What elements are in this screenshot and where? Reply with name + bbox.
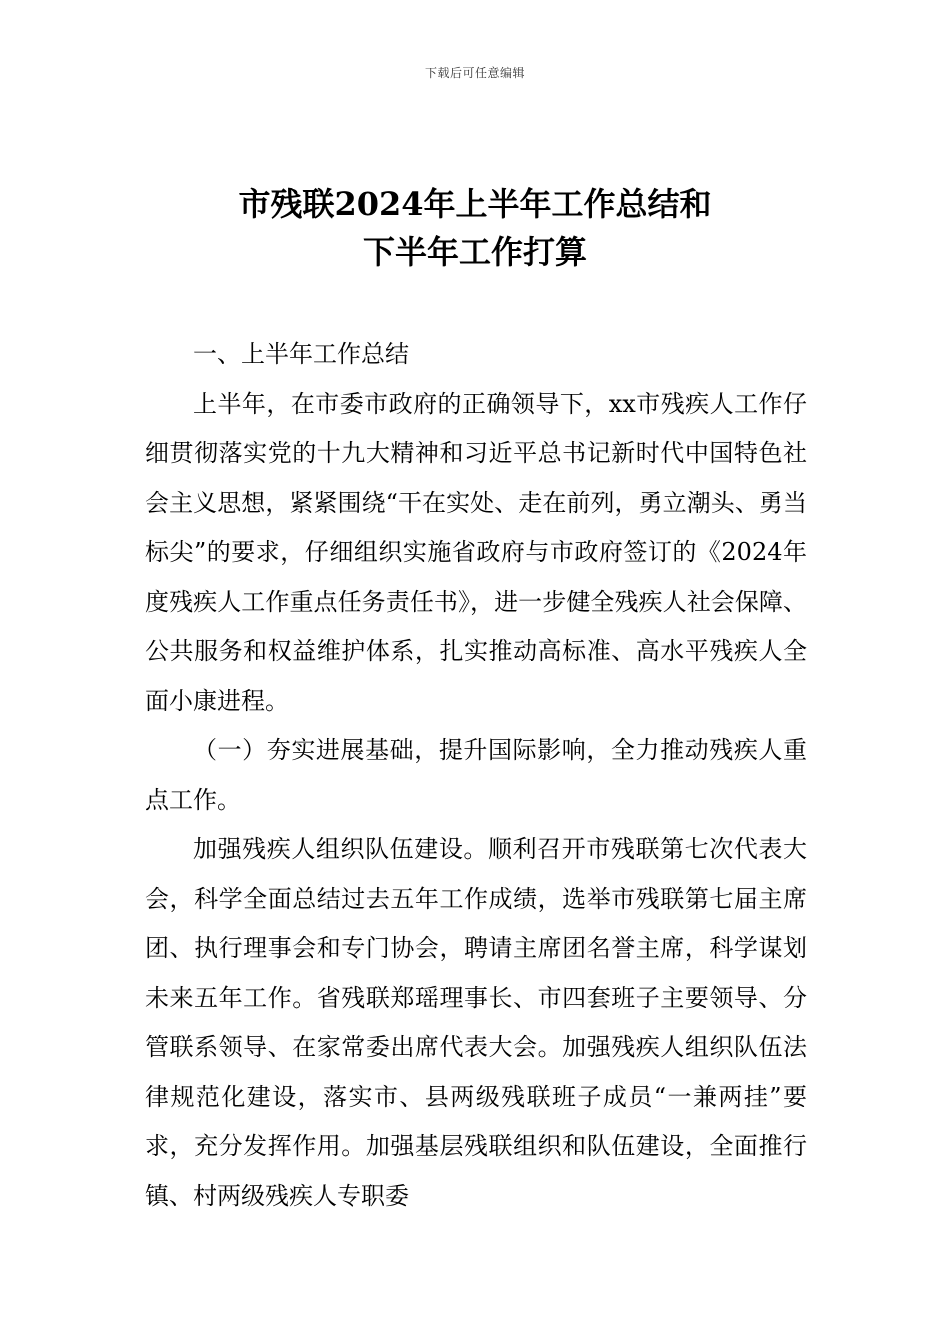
subsection-heading: （一）夯实进展基础，提升国际影响，全力推动残疾人重点工作。 bbox=[145, 736, 807, 814]
title-line-2: 下半年工作打算 bbox=[362, 233, 587, 271]
title-line-1: 市残联2024年上半年工作总结和 bbox=[238, 185, 712, 223]
body-paragraph: 上半年，在市委市政府的正确领导下，xx市残疾人工作仔细贯彻落实党的十九大精神和习近平总书记新时代中国特色社会主义思想，紧紧围绕“干在实处、走在前列，勇立潮头、勇当标尖”的要求，仔细组织实施省政府与市政府签订的《2024年度残疾人工作重点任务责任书》，进一步健全残疾人社会保障、公共服务和权益维护体系，扎实推动高标准、高水平残疾人全面小康进程。 bbox=[145, 389, 807, 715]
document-title bbox=[0, 180, 950, 276]
page-header: 下载后可任意编辑 bbox=[424, 66, 525, 80]
body-paragraph: 加强残疾人组织队伍建设。顺利召开市残联第七次代表大会，科学全面总结过去五年工作成绩，选举市残联第七届主席团、执行理事会和专门协会，聘请主席团名誉主席，科学谋划未来五年工作。省残联郑瑶理事长、市四套班子主要领导、分管联系领导、在家常委出席代表大会。加强残疾人组织队伍法律规范化建设，落实市、县两级残联班子成员“一兼两挂”要求，充分发挥作用。加强基层残联组织和队伍建设，全面推行镇、村两级残疾人专职委 bbox=[145, 835, 807, 1210]
section-heading: 一、上半年工作总结 bbox=[193, 340, 409, 368]
document-body bbox=[145, 330, 807, 1221]
